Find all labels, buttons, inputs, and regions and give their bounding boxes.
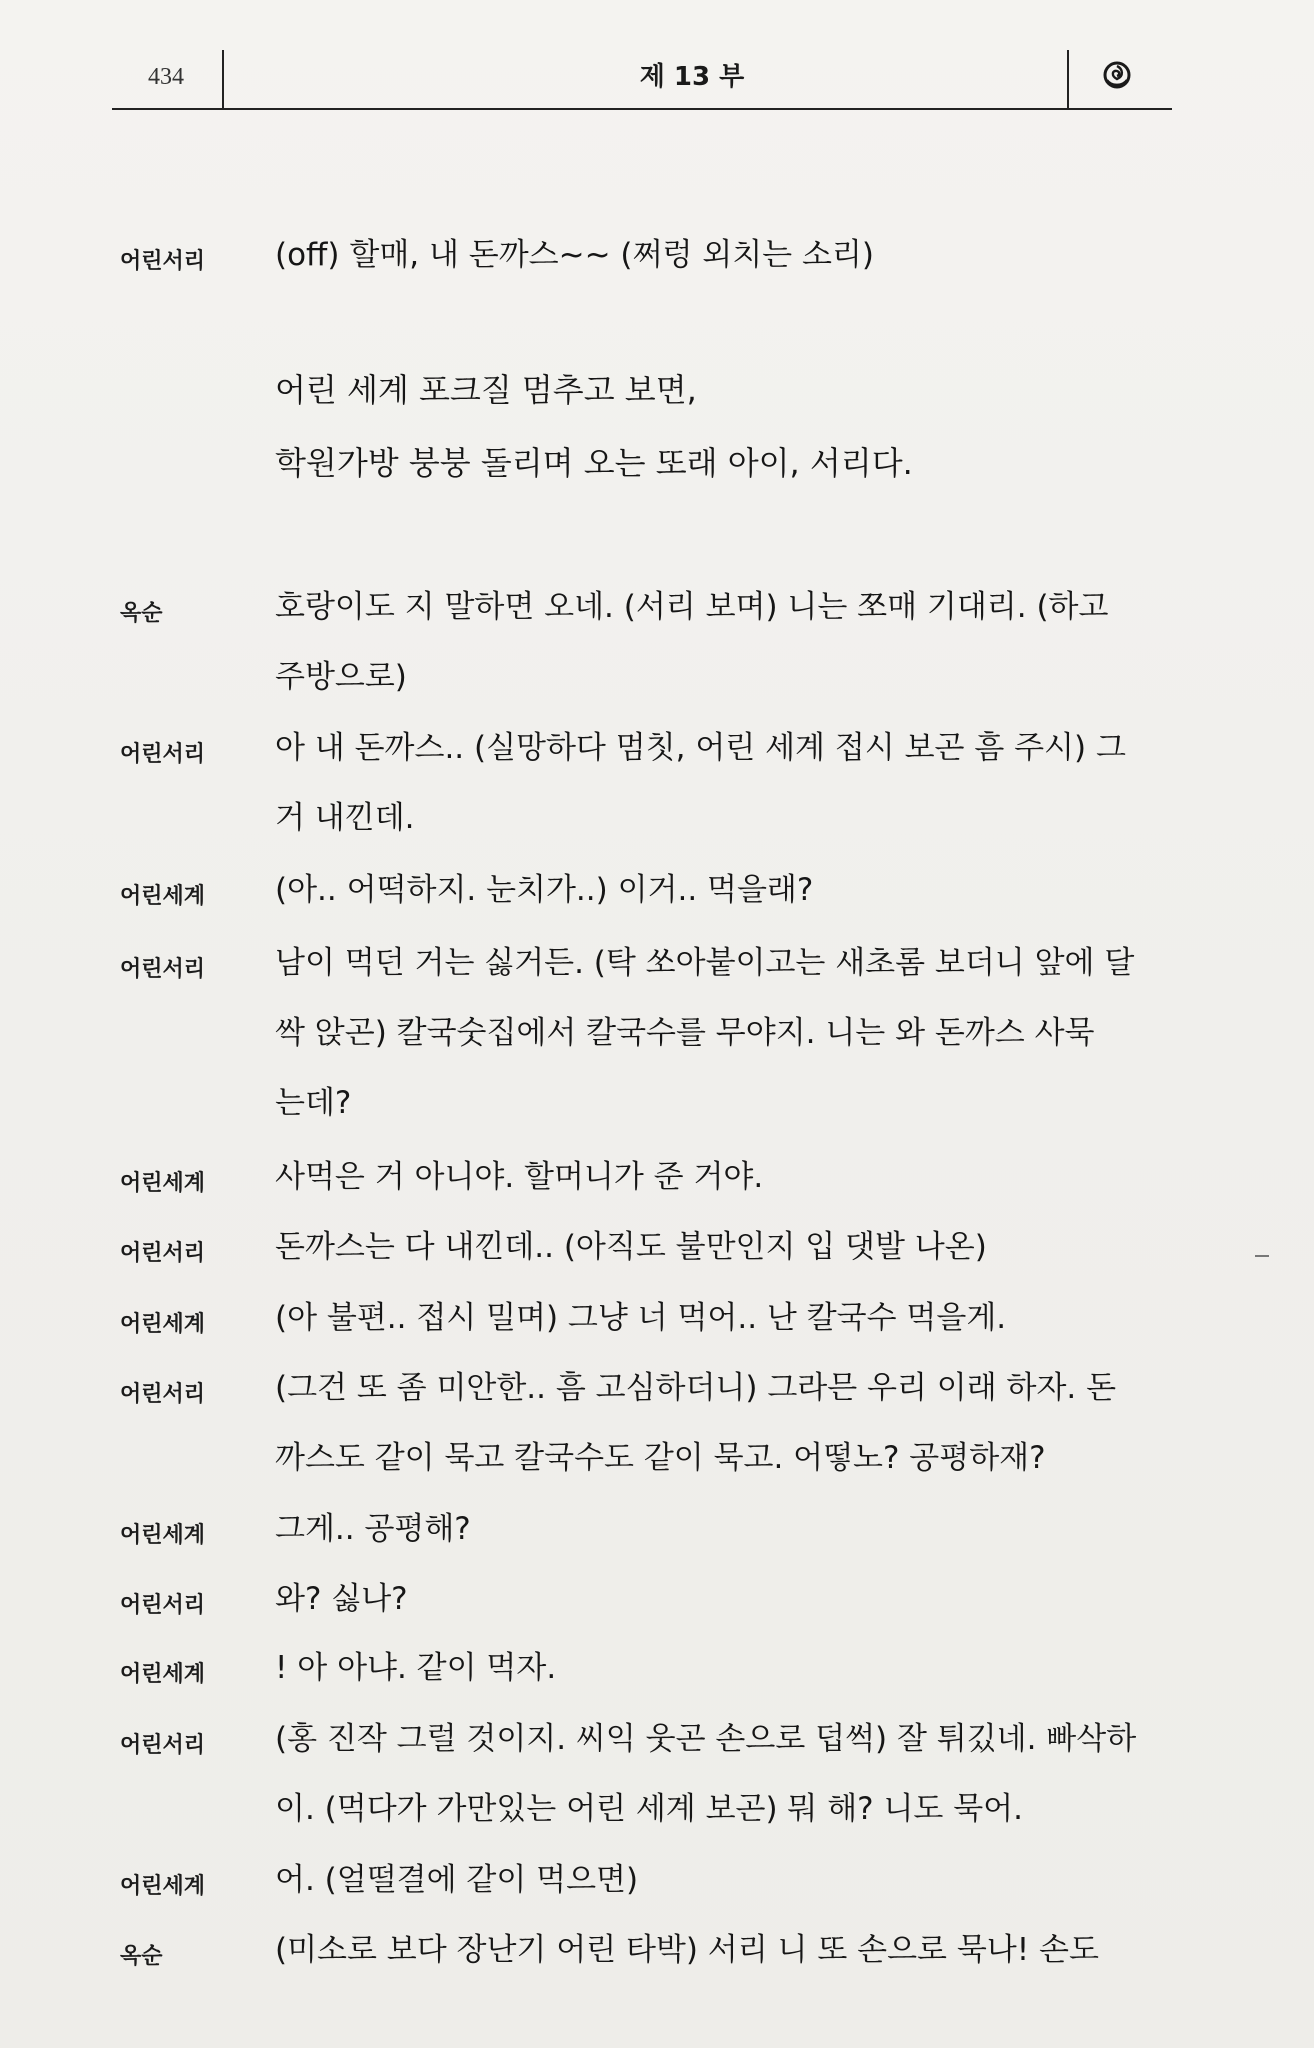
speaker-label: 어린세계 xyxy=(120,1874,206,1899)
stage-direction-line: 학원가방 붕붕 돌리며 오는 또래 아이, 서리다. xyxy=(275,444,913,482)
dialogue-line: (미소로 보다 장난기 어린 타박) 서리 니 또 손으로 묵나! 손도 xyxy=(275,1932,1099,1968)
speaker-label: 어린서리 xyxy=(120,1382,206,1407)
dialogue-line: (아.. 어떡하지. 눈치가..) 이거.. 먹을래? xyxy=(275,872,814,908)
header-divider-left xyxy=(222,50,224,110)
speaker-label: 옥순 xyxy=(120,601,163,626)
dialogue-line: 거 내낀데. xyxy=(275,800,415,836)
flower-icon xyxy=(1102,60,1132,90)
dialogue-line: 주방으로) xyxy=(275,659,407,695)
speaker-label: 어린세계 xyxy=(120,1662,206,1687)
dialogue-line: 남이 먹던 거는 싫거든. (탁 쏘아붙이고는 새초롬 보더니 앞에 달 xyxy=(275,945,1135,981)
speaker-label: 옥순 xyxy=(120,1944,163,1969)
dialogue-line: (그건 또 좀 미안한.. 흠 고심하더니) 그라믄 우리 이래 하자. 돈 xyxy=(275,1370,1117,1406)
header-divider-right xyxy=(1067,50,1069,110)
part-title: 제 13 부 xyxy=(639,62,745,92)
dialogue-line: 와? 싫나? xyxy=(275,1581,408,1617)
dialogue-line: 돈까스는 다 내낀데.. (아직도 불만인지 입 댓발 나온) xyxy=(275,1229,987,1265)
dialogue-line: 는데? xyxy=(275,1085,352,1121)
dialogue-line: 이. (먹다가 가만있는 어린 세계 보곤) 뭐 해? 니도 묵어. xyxy=(275,1791,1023,1827)
dialogue-line: 싹 앉곤) 칼국숫집에서 칼국수를 무야지. 니는 와 돈까스 사묵 xyxy=(275,1015,1095,1051)
dialogue-line: ! 아 아냐. 같이 먹자. xyxy=(275,1650,557,1686)
dialogue-line: (off) 할매, 내 돈까스~~ (쩌렁 외치는 소리) xyxy=(275,237,874,273)
dialogue-line: (홍 진작 그럴 것이지. 씨익 웃곤 손으로 덥썩) 잘 튀깄네. 빠삭하 xyxy=(275,1721,1137,1757)
page-number: 434 xyxy=(148,64,184,90)
dialogue-line: 사먹은 거 아니야. 할머니가 준 거야. xyxy=(275,1159,764,1195)
speaker-label: 어린세계 xyxy=(120,1171,206,1196)
speaker-label: 어린서리 xyxy=(120,1733,206,1758)
speaker-label: 어린세계 xyxy=(120,884,206,909)
dialogue-line: 어. (얼떨결에 같이 먹으면) xyxy=(275,1862,639,1898)
dialogue-line: 그게.. 공평해? xyxy=(275,1511,471,1547)
dialogue-line: 호랑이도 지 말하면 오네. (서리 보며) 니는 쪼매 기대리. (하고 xyxy=(275,589,1109,625)
speaker-label: 어린세계 xyxy=(120,1312,206,1337)
page-edge-mark xyxy=(1255,1255,1269,1257)
speaker-label: 어린서리 xyxy=(120,957,206,982)
speaker-label: 어린서리 xyxy=(120,1593,206,1618)
dialogue-line: 까스도 같이 묵고 칼국수도 같이 묵고. 어떻노? 공평하재? xyxy=(275,1440,1046,1476)
speaker-label: 어린세계 xyxy=(120,1523,206,1548)
stage-direction-line: 어린 세계 포크질 멈추고 보면, xyxy=(275,371,697,409)
dialogue-line: 아 내 돈까스.. (실망하다 멈칫, 어린 세계 접시 보곤 흠 주시) 그 xyxy=(275,730,1126,766)
dialogue-line: (아 불편.. 접시 밀며) 그냥 너 먹어.. 난 칼국수 먹을게. xyxy=(275,1300,1007,1336)
speaker-label: 어린서리 xyxy=(120,742,206,767)
speaker-label: 어린서리 xyxy=(120,249,206,274)
header-rule xyxy=(112,108,1172,110)
speaker-label: 어린서리 xyxy=(120,1241,206,1266)
running-header xyxy=(112,46,1172,110)
